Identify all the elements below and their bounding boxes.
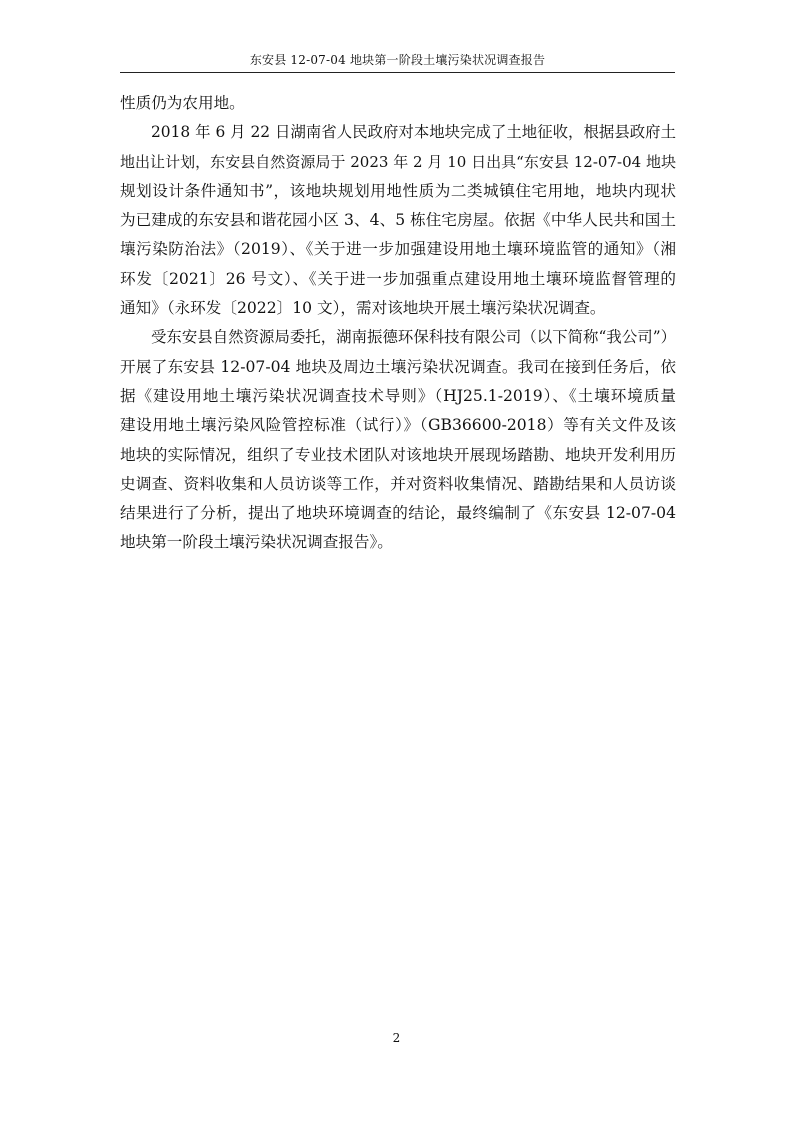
text-line: 为已建成的东安县和谐花园小区 3、4、5 栋住宅房屋。依据《中华人民共和国土 bbox=[120, 211, 676, 230]
text-line: 2018 年 6 月 22 日湖南省人民政府对本地块完成了土地征收，根据县政府土 bbox=[151, 123, 676, 142]
text-line: 壤污染防治法》（2019）、《关于进一步加强建设用地土壤环境监管的通知》（湘 bbox=[120, 240, 676, 259]
text-line: 地块第一阶段土壤污染状况调查报告》。 bbox=[120, 533, 393, 552]
body-text bbox=[120, 89, 676, 558]
paragraph-land-use bbox=[120, 89, 676, 118]
text-line: 通知》（永环发〔2022〕10 文），需对该地块开展土壤污染状况调查。 bbox=[120, 299, 606, 318]
text-line: 地出让计划，东安县自然资源局于 2023 年 2 月 10 日出具“东安县 12-07-04 地块 bbox=[120, 152, 676, 171]
text-line: 环发〔2021〕26 号文）、《关于进一步加强重点建设用地土壤环境监督管理的 bbox=[120, 269, 676, 288]
text-line: 受东安县自然资源局委托，湖南振德环保科技有限公司（以下简称“我公司”） bbox=[151, 328, 676, 347]
paragraph-background bbox=[120, 118, 676, 323]
text-line: 建设用地土壤污染风险管控标准（试行）》（GB36600-2018）等有关文件及该 bbox=[120, 416, 676, 435]
running-header: 东安县 12-07-04 地块第一阶段土壤污染状况调查报告 bbox=[249, 53, 546, 67]
text-line: 性质仍为农用地。 bbox=[120, 94, 245, 112]
text-line: 开展了东安县 12-07-04 地块及周边土壤污染状况调查。我司在接到任务后，依 bbox=[120, 357, 676, 376]
paragraph-commission bbox=[120, 323, 676, 557]
header-rule bbox=[120, 72, 675, 73]
text-line: 史调查、资料收集和人员访谈等工作，并对资料收集情况、踏勘结果和人员访谈 bbox=[120, 474, 676, 493]
text-line: 结果进行了分析，提出了地块环境调查的结论，最终编制了《东安县 12-07-04 bbox=[120, 504, 676, 523]
text-line: 地块的实际情况，组织了专业技术团队对该地块开展现场踏勘、地块开发利用历 bbox=[120, 445, 676, 464]
text-line: 规划设计条件通知书”，该地块规划用地性质为二类城镇住宅用地，地块内现状 bbox=[120, 181, 676, 200]
page-number: 2 bbox=[392, 1031, 401, 1045]
text-line: 据《建设用地土壤污染状况调查技术导则》（HJ25.1-2019）、《土壤环境质量 bbox=[120, 386, 676, 405]
